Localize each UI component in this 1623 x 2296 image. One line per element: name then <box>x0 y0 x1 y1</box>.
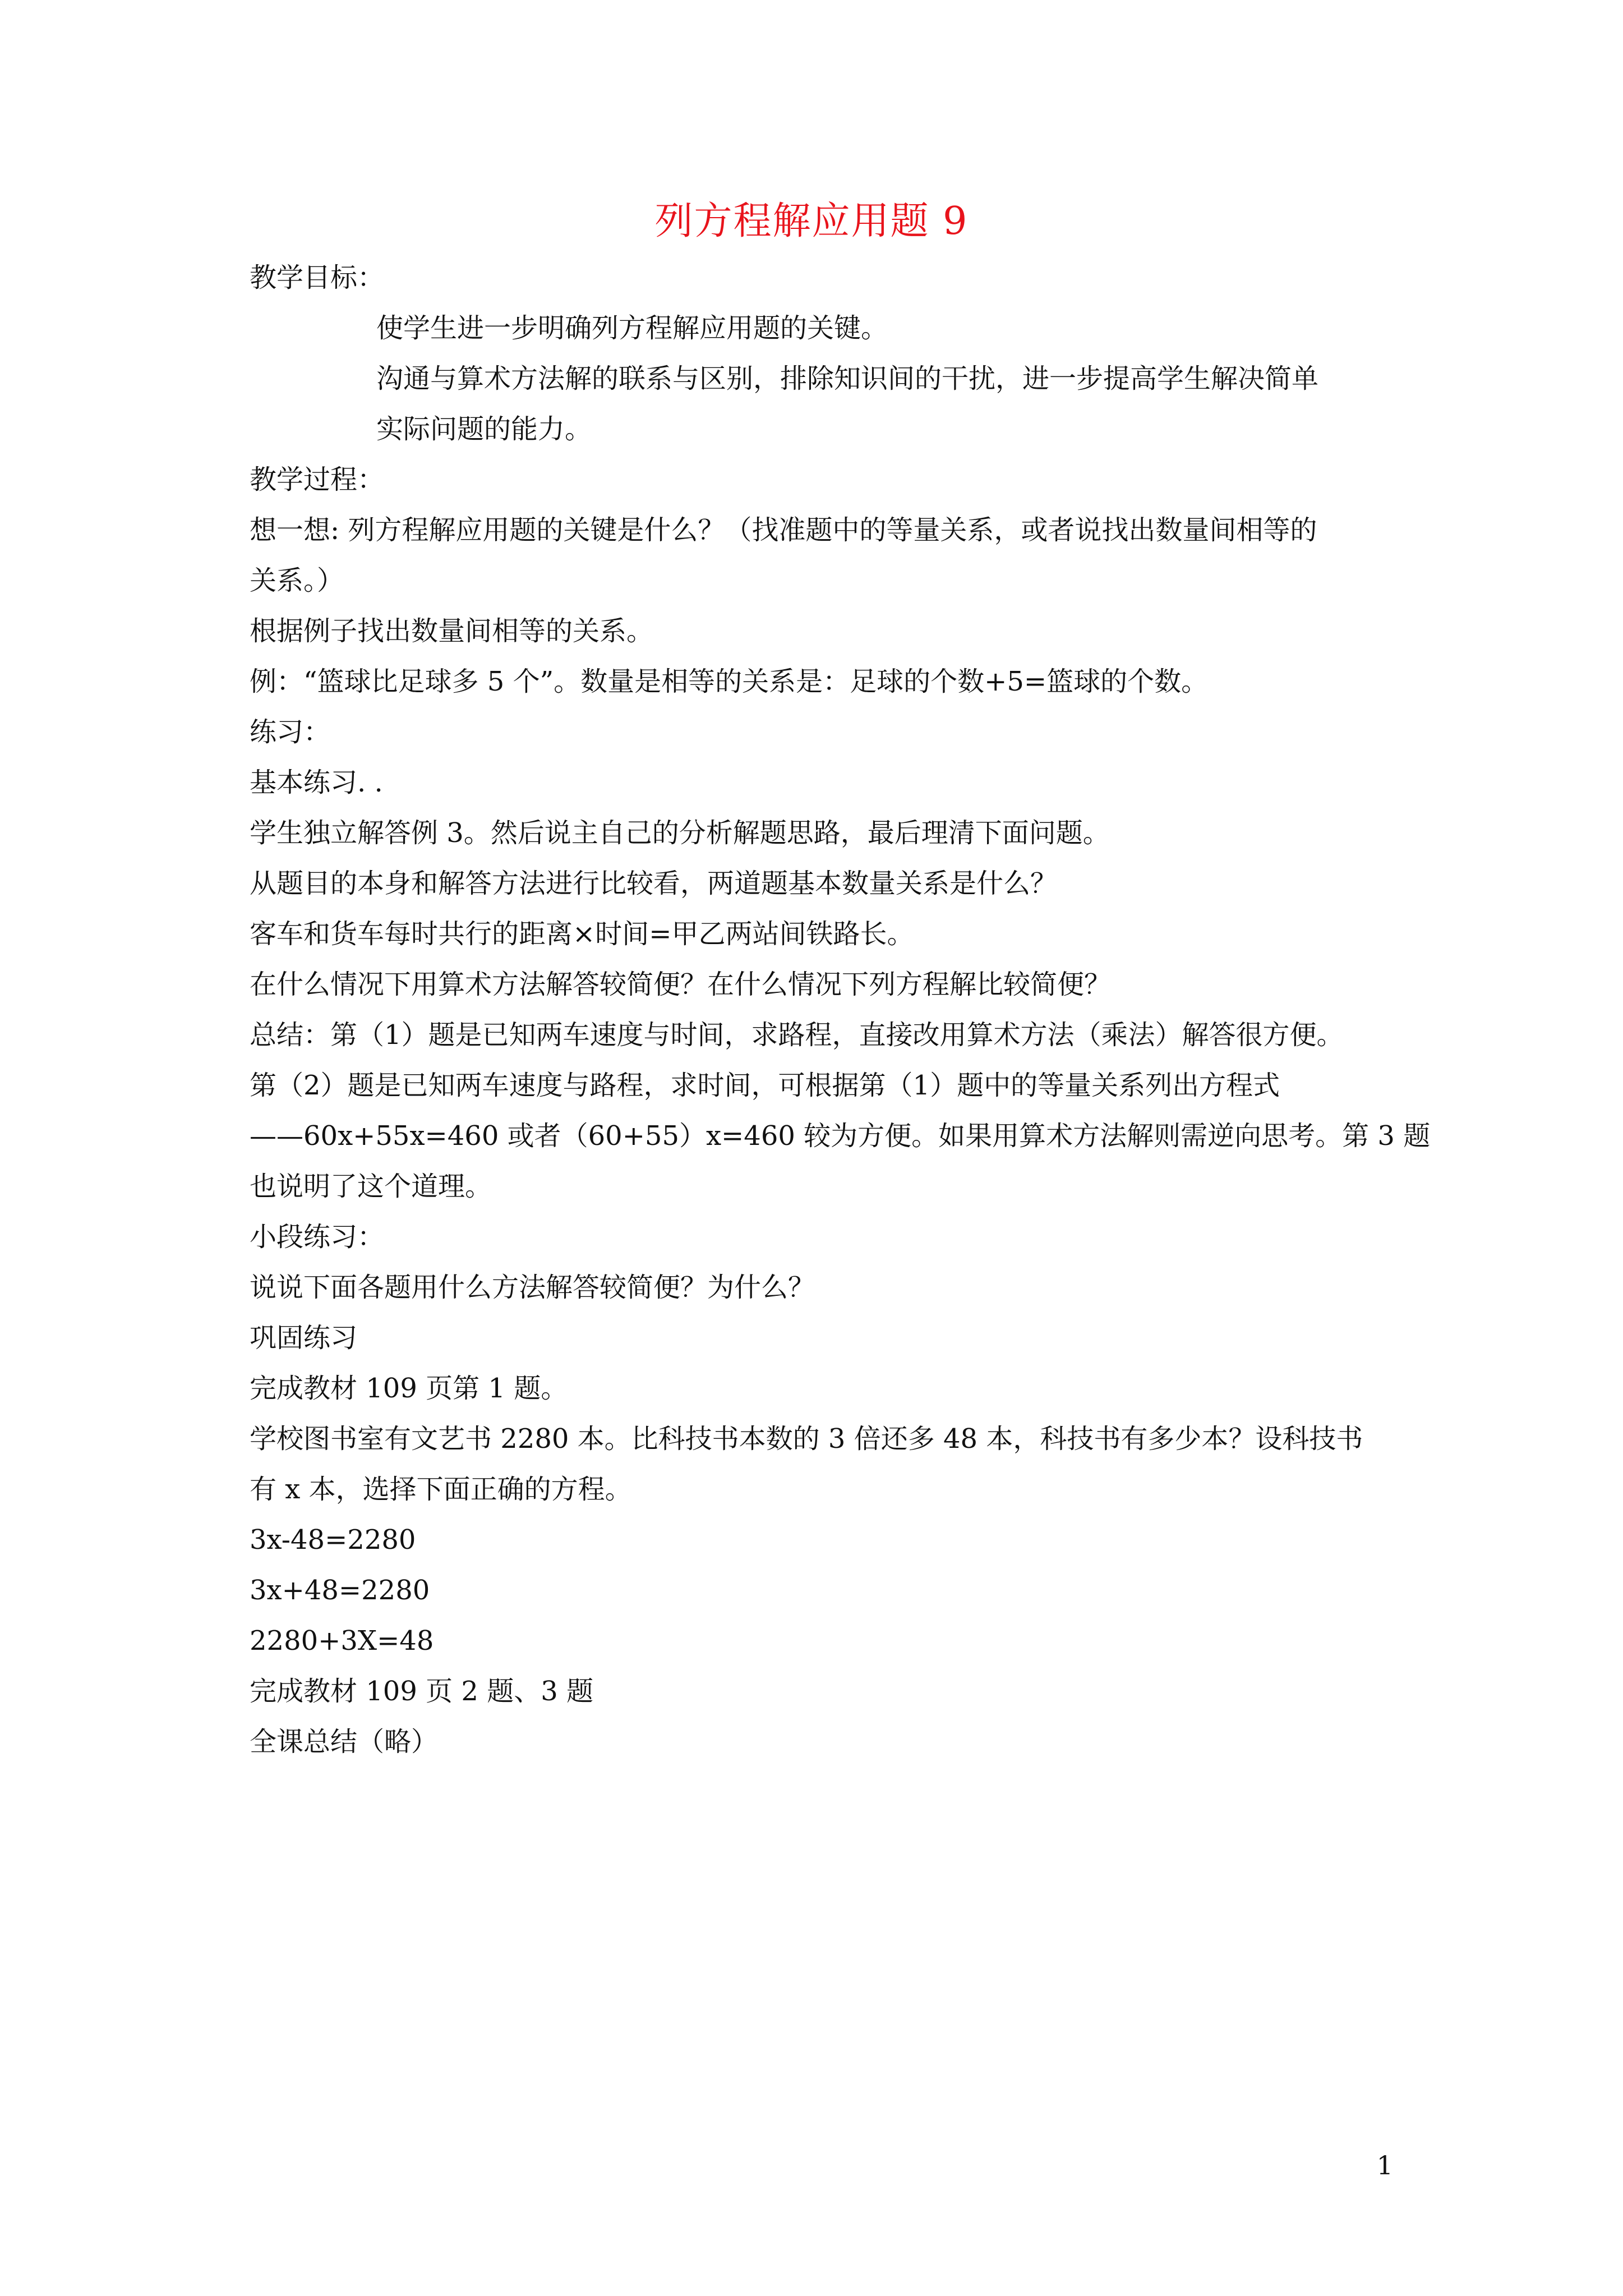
paragraph-line: 说说下面各题用什么方法解答较简便？为什么？ <box>250 1272 815 1303</box>
page-number: 1 <box>1376 2150 1393 2180</box>
paragraph-line: 有 x 本，选择下面正确的方程。 <box>250 1474 632 1505</box>
objectives-heading: 教学目标： <box>250 262 385 293</box>
paragraph-line: 完成教材 109 页 2 题、3 题 <box>250 1676 593 1707</box>
paragraph-line: 学生独立解答例 3。然后说主自己的分析解题思路，最后理清下面问题。 <box>250 817 1110 849</box>
page-title: 列方程解应用题 9 <box>654 199 969 243</box>
paragraph-line: 关系。） <box>250 565 344 596</box>
paragraph-line: 学校图书室有文艺书 2280 本。比科技书本数的 3 倍还多 48 本，科技书有多少本？设科技书 <box>250 1423 1363 1455</box>
objective-item: 实际问题的能力。 <box>376 413 592 445</box>
section-heading: 小段练习： <box>250 1221 385 1253</box>
paragraph-line: 例：“篮球比足球多 5 个”。数量是相等的关系是：足球的个数+5=篮球的个数。 <box>250 666 1209 697</box>
section-heading: 基本练习. . <box>250 767 383 798</box>
section-heading: 练习： <box>250 716 331 748</box>
equation-option: 3x+48=2280 <box>250 1575 430 1606</box>
paragraph-line: 也说明了这个道理。 <box>250 1171 492 1202</box>
equation-option: 3x-48=2280 <box>250 1524 416 1556</box>
paragraph-line: 第（2）题是已知两车速度与路程，求时间，可根据第（1）题中的等量关系列出方程式 <box>250 1070 1280 1101</box>
paragraph-line: 从题目的本身和解答方法进行比较看，两道题基本数量关系是什么？ <box>250 868 1058 899</box>
paragraph-line: 总结：第（1）题是已知两车速度与时间，求路程，直接改用算术方法（乘法）解答很方便。 <box>250 1019 1344 1051</box>
paragraph-line: 根据例子找出数量间相等的关系。 <box>250 615 654 647</box>
objective-item: 使学生进一步明确列方程解应用题的关键。 <box>376 312 888 344</box>
objective-item: 沟通与算术方法解的联系与区别，排除知识间的干扰，进一步提高学生解决简单 <box>376 363 1319 394</box>
process-heading: 教学过程： <box>250 464 385 495</box>
paragraph-line: 想一想: 列方程解应用题的关键是什么？（找准题中的等量关系，或者说找出数量间相等的 <box>250 514 1317 546</box>
paragraph-line: 客车和货车每时共行的距离×时间=甲乙两站间铁路长。 <box>250 918 914 950</box>
document-body <box>250 252 1431 1767</box>
section-heading: 巩固练习 <box>250 1322 358 1354</box>
paragraph-line: 完成教材 109 页第 1 题。 <box>250 1373 568 1404</box>
paragraph-line: 全课总结（略） <box>250 1726 439 1757</box>
equation-option: 2280+3X=48 <box>250 1625 434 1657</box>
paragraph-line: ——60x+55x=460 或者（60+55）x=460 较为方便。如果用算术方法解则需逆向思考。第 3 题 <box>250 1120 1431 1152</box>
paragraph-line: 在什么情况下用算术方法解答较简便？在什么情况下列方程解比较简便？ <box>250 969 1112 1000</box>
